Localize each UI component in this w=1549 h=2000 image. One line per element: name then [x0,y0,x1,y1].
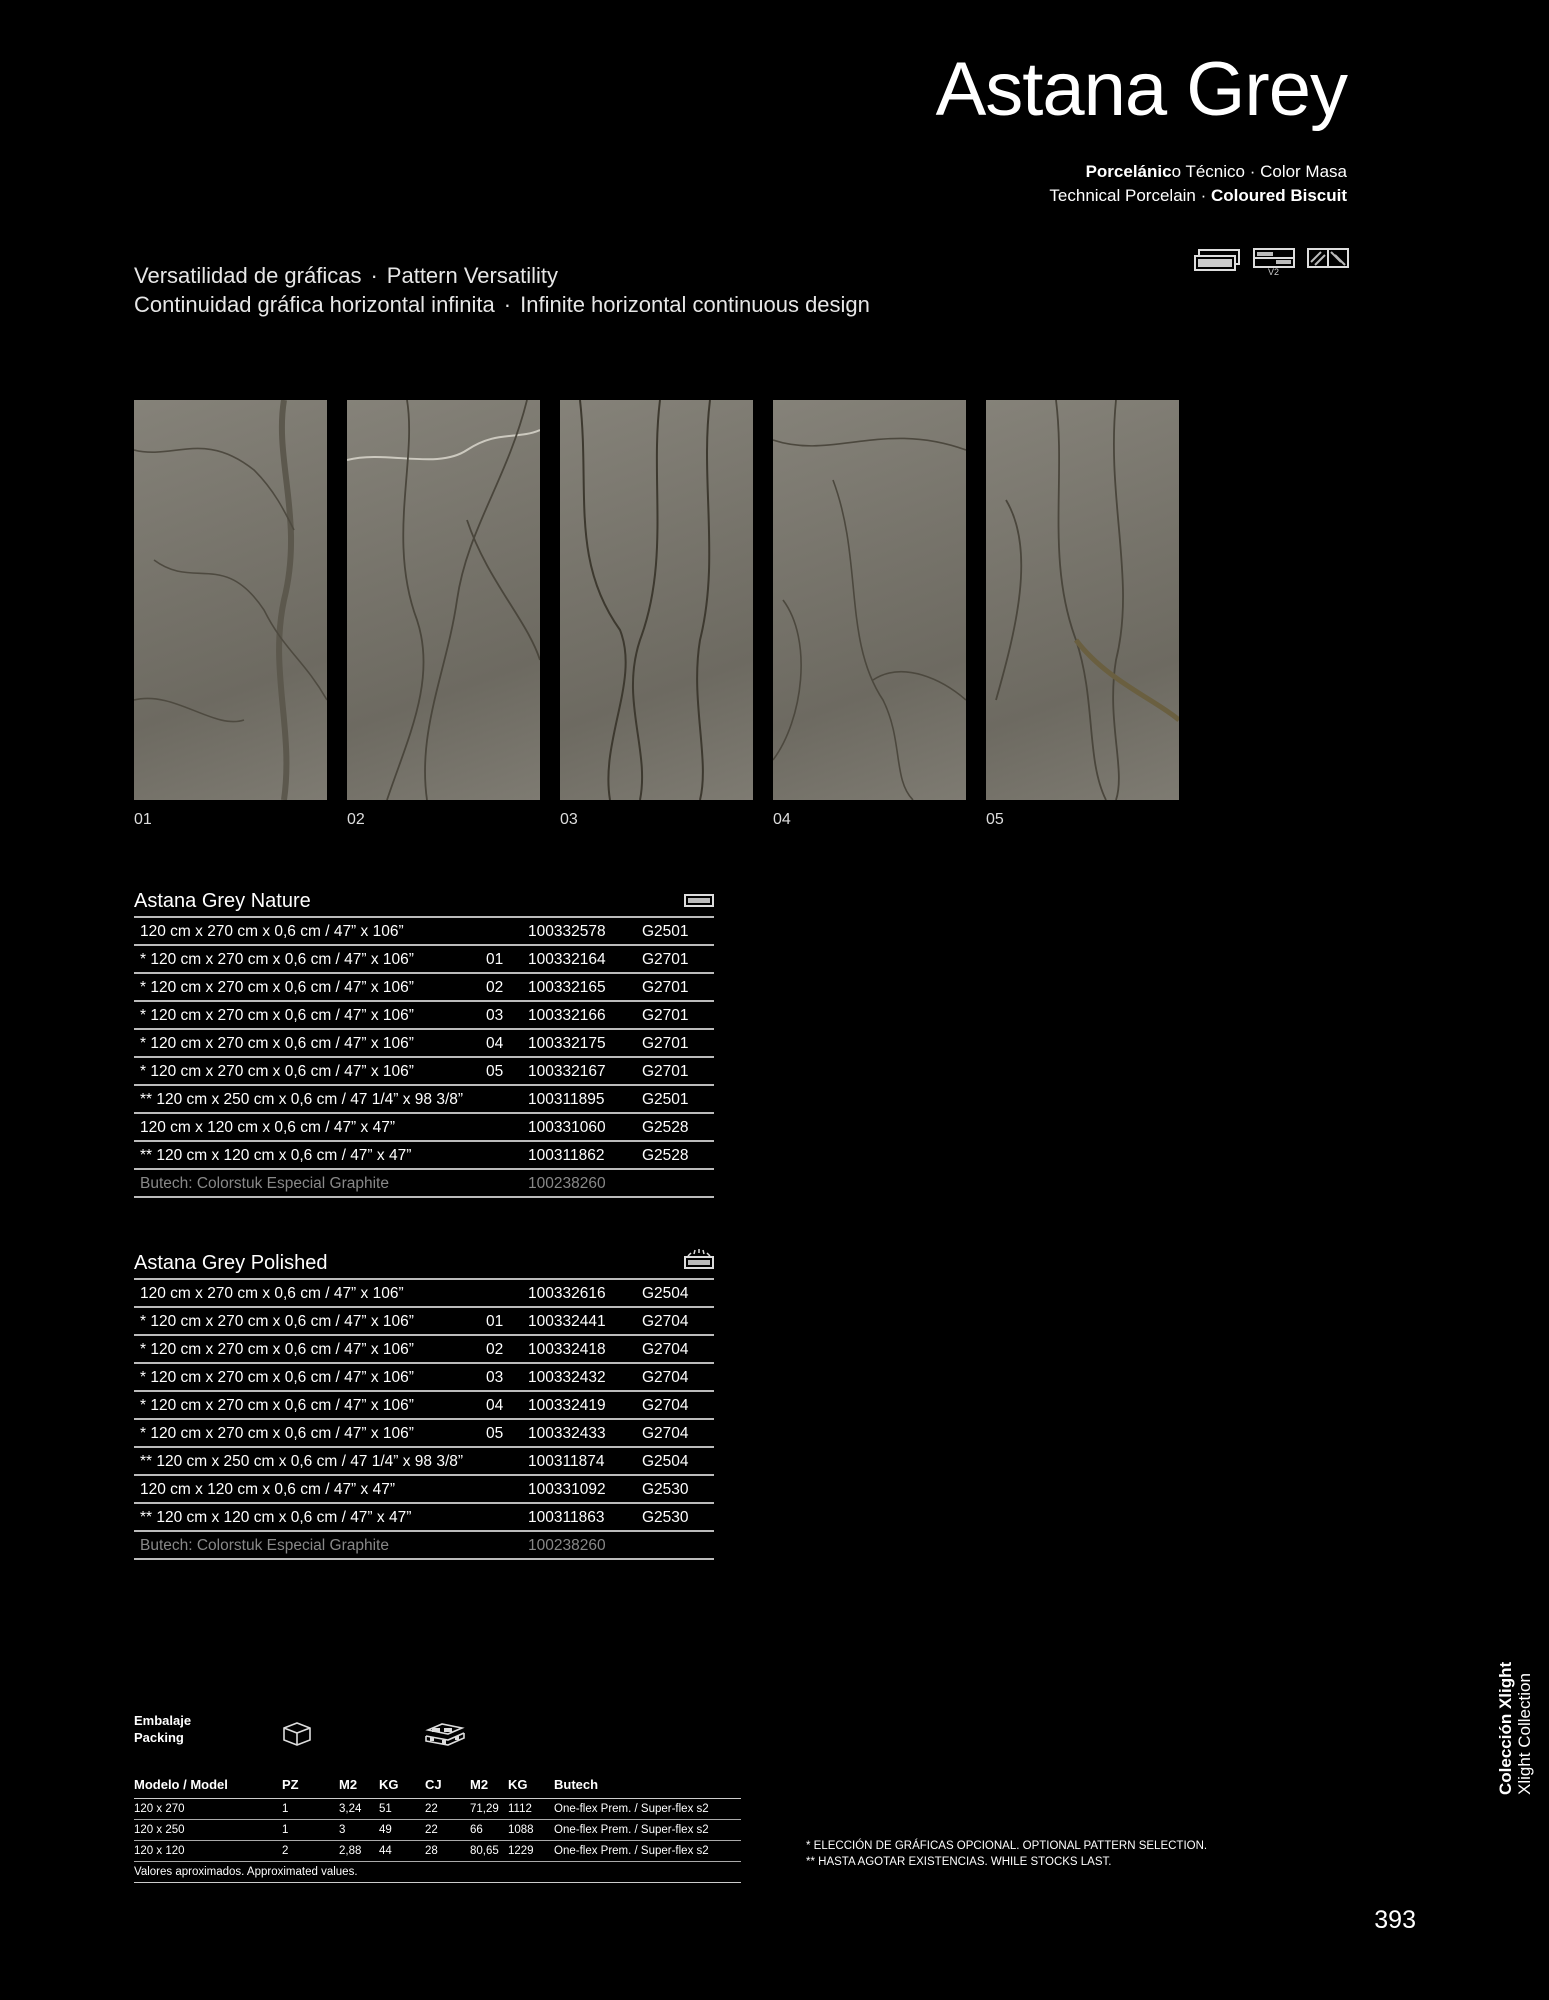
table-row [134,1505,714,1532]
packing-row [134,1841,741,1862]
size-cell: * 120 cm x 270 cm x 0,6 cm / 47” x 106” [140,1397,414,1414]
swatch-02[interactable] [347,400,540,829]
marble-tile-image [347,400,540,800]
ref-cell: G2528 [642,1147,689,1164]
butech-code: 100238260 [528,1537,606,1554]
single-slab-icon [1193,248,1241,272]
table-row [134,1143,714,1170]
code-cell: 100332419 [528,1397,606,1414]
ref-cell: G2501 [642,923,689,940]
swatch-01[interactable] [134,400,327,829]
col-model: Modelo / Model [134,1777,228,1792]
product-title-text: Astana Grey Nature [134,890,311,912]
packing-label [134,1712,191,1746]
col-pallet-kg: KG [508,1777,528,1792]
side-label-es: Colección Xlight [1496,1661,1515,1795]
size-cell: 120 cm x 120 cm x 0,6 cm / 47” x 47” [140,1119,395,1136]
pattern-swatches [134,400,1179,829]
packing-cell: 120 x 250 [134,1824,185,1836]
packing-cell: 1229 [508,1845,534,1857]
packing-cell: 44 [379,1845,392,1857]
packing-row [134,1799,741,1820]
nature-product-table [134,886,714,1198]
heading-separator: · [503,292,512,317]
pattern-cell: 04 [486,1035,504,1052]
swatch-03[interactable] [560,400,753,829]
size-cell: ** 120 cm x 120 cm x 0,6 cm / 47” x 47” [140,1509,412,1526]
pattern-cell [486,1477,528,1502]
code-cell: 100332164 [528,951,606,968]
pattern-cell [486,1143,528,1168]
code-cell: 100311895 [528,1091,605,1108]
table-row [134,1393,714,1420]
heading-line2-en: Infinite horizontal continuous design [520,292,870,317]
footnote-optional-pattern: * ELECCIÓN DE GRÁFICAS OPCIONAL. OPTIONAL PATTERN SELECTION. [806,1840,1208,1852]
size-cell: * 120 cm x 270 cm x 0,6 cm / 47” x 106” [140,1313,414,1330]
table-row [134,1087,714,1114]
marble-tile-image [560,400,753,800]
col-m2: M2 [339,1777,358,1792]
packing-header [134,1710,741,1762]
page-title: Astana Grey [935,47,1347,132]
box-icon [281,1720,313,1746]
packing-cell: 1112 [508,1803,532,1815]
butech-label: Butech: Colorstuk Especial Graphite [140,1537,389,1554]
packing-cell: 3 [339,1824,346,1836]
butech-row [134,1533,714,1560]
table-row [134,1477,714,1504]
pattern-cell: 04 [486,1397,504,1414]
swatch-05[interactable] [986,400,1179,829]
size-cell: 120 cm x 270 cm x 0,6 cm / 47” x 106” [140,1285,404,1302]
size-cell: 120 cm x 270 cm x 0,6 cm / 47” x 106” [140,923,404,940]
pattern-cell [486,1115,528,1140]
side-label-en: Xlight Collection [1515,1673,1534,1795]
page-number: 393 [1374,1906,1416,1934]
ref-cell: G2504 [642,1285,689,1302]
subtitle-line2-bold: Coloured Biscuit [1210,186,1347,205]
heading-line2-es: Continuidad gráfica horizontal infinita [134,292,495,317]
material-subtitle [1049,160,1347,208]
pattern-cell [486,1281,528,1306]
footnote-stock: ** HASTA AGOTAR EXISTENCIAS. WHILE STOCKS LAST. [806,1856,1112,1868]
marble-tile-image [773,400,966,800]
packing-cell: 22 [425,1803,438,1815]
subtitle-line1-bold: Porcelánic [1085,162,1172,181]
packing-cell: One-flex Prem. / Super-flex s2 [554,1845,709,1857]
product-title-text: Astana Grey Polished [134,1252,328,1274]
packing-cell: 22 [425,1824,438,1836]
heading-separator: · [370,263,378,288]
pattern-cell [486,919,528,944]
ref-cell: G2701 [642,979,689,996]
pattern-cell [486,1505,528,1530]
packing-cell: One-flex Prem. / Super-flex s2 [554,1803,709,1815]
swatch-number: 04 [773,811,791,828]
packing-header-row [134,1772,741,1799]
matt-finish-icon [684,892,714,908]
code-cell: 100332578 [528,923,606,940]
code-cell: 100311874 [528,1453,605,1470]
size-cell: ** 120 cm x 250 cm x 0,6 cm / 47 1/4” x 98 3/8” [140,1453,464,1470]
pattern-cell: 03 [486,1369,504,1386]
pattern-cell: 05 [486,1063,504,1080]
table-row [134,1309,714,1336]
packing-label-en: Packing [134,1730,184,1745]
swatch-number: 05 [986,811,1004,828]
ref-cell: G2704 [642,1425,689,1442]
pattern-cell: 02 [486,979,504,996]
book-match-icon [1307,248,1349,268]
ref-cell: G2704 [642,1313,689,1330]
code-cell: 100332418 [528,1341,606,1358]
swatch-number: 01 [134,811,152,828]
pattern-cell [486,1087,528,1112]
packing-cell: 2,88 [339,1845,362,1857]
size-cell: * 120 cm x 270 cm x 0,6 cm / 47” x 106” [140,1425,414,1442]
size-cell: * 120 cm x 270 cm x 0,6 cm / 47” x 106” [140,1063,414,1080]
table-row [134,1281,714,1308]
v2-label: V2 [1268,267,1280,277]
table-row [134,919,714,946]
packing-table [134,1710,741,1883]
code-cell: 100331060 [528,1119,606,1136]
ref-cell: G2701 [642,1063,689,1080]
packing-cell: 1088 [508,1824,534,1836]
pattern-cell: 02 [486,1341,504,1358]
table-row [134,1365,714,1392]
size-cell: * 120 cm x 270 cm x 0,6 cm / 47” x 106” [140,1035,414,1052]
ref-cell: G2530 [642,1509,689,1526]
code-cell: 100332175 [528,1035,606,1052]
packing-label-es: Embalaje [134,1713,192,1728]
col-kg: KG [379,1777,399,1792]
subtitle-line1-rest: o Técnico · Color Masa [1171,162,1347,181]
packing-cell: 49 [379,1824,392,1836]
ref-cell: G2504 [642,1453,689,1470]
packing-cell: One-flex Prem. / Super-flex s2 [554,1824,709,1836]
footnotes [806,1838,1207,1870]
ref-cell: G2528 [642,1119,689,1136]
packing-cell: 1 [282,1824,289,1836]
pattern-cell: 03 [486,1007,504,1024]
table-row [134,947,714,974]
packing-cell: 120 x 120 [134,1845,185,1857]
packing-cell: 1 [282,1803,289,1815]
packing-grid [134,1772,741,1883]
ref-cell: G2704 [642,1397,689,1414]
pattern-cell: 05 [486,1425,504,1442]
col-pallet-m2: M2 [470,1777,489,1792]
heading-line1-en: Pattern Versatility [386,263,558,288]
pattern-cell [486,1449,528,1474]
size-cell: * 120 cm x 270 cm x 0,6 cm / 47” x 106” [140,1369,414,1386]
code-cell: 100332441 [528,1313,606,1330]
ref-cell: G2701 [642,1007,689,1024]
packing-cell: 2 [282,1845,289,1857]
code-cell: 100331092 [528,1481,606,1498]
size-cell: * 120 cm x 270 cm x 0,6 cm / 47” x 106” [140,1341,414,1358]
butech-label: Butech: Colorstuk Especial Graphite [140,1175,389,1192]
packing-cell: 66 [470,1824,483,1836]
size-cell: ** 120 cm x 120 cm x 0,6 cm / 47” x 47” [140,1147,412,1164]
butech-code: 100238260 [528,1175,606,1192]
col-cj: CJ [425,1777,442,1792]
heading-line1-es: Versatilidad de gráficas [134,263,362,288]
code-cell: 100332167 [528,1063,606,1080]
ref-cell: G2704 [642,1369,689,1386]
ref-cell: G2701 [642,1035,689,1052]
polished-product-table [134,1248,714,1560]
marble-tile-image [134,400,327,800]
pattern-cell: 01 [486,951,504,968]
size-cell: * 120 cm x 270 cm x 0,6 cm / 47” x 106” [140,951,414,968]
table-row [134,975,714,1002]
code-cell: 100332165 [528,979,606,996]
v2-layout-group [1253,248,1295,277]
table-row [134,1449,714,1476]
packing-cell: 71,29 [470,1803,499,1815]
marble-tile-image [986,400,1179,800]
size-cell: ** 120 cm x 250 cm x 0,6 cm / 47 1/4” x 98 3/8” [140,1091,464,1108]
subtitle-line2-rest: Technical Porcelain · [1049,186,1211,205]
pallet-icon [422,1720,468,1748]
table-row [134,1337,714,1364]
ref-cell: G2501 [642,1091,689,1108]
polished-finish-icon [684,1248,714,1270]
layout-icons [1193,248,1349,277]
ref-cell: G2701 [642,951,689,968]
table-row [134,1059,714,1086]
packing-row [134,1820,741,1841]
packing-cell: 80,65 [470,1845,499,1857]
collection-side-label [1496,1662,1534,1795]
table-row [134,1031,714,1058]
table-row [134,1421,714,1448]
pattern-heading [134,261,870,319]
size-cell: * 120 cm x 270 cm x 0,6 cm / 47” x 106” [140,979,414,996]
approx-values-note: Valores aproximados. Approximated values. [134,1862,741,1883]
code-cell: 100311863 [528,1509,605,1526]
code-cell: 100332616 [528,1285,606,1302]
packing-cell: 120 x 270 [134,1803,185,1815]
empty-cell [486,1533,528,1558]
code-cell: 100332432 [528,1369,606,1386]
butech-row [134,1171,714,1198]
packing-cell: 51 [379,1803,392,1815]
pattern-cell: 01 [486,1313,504,1330]
product-title [134,886,714,918]
col-butech: Butech [554,1777,599,1792]
horizontal-continuity-icon [1253,248,1295,268]
packing-cell: 3,24 [339,1803,362,1815]
size-cell: 120 cm x 120 cm x 0,6 cm / 47” x 47” [140,1481,395,1498]
size-cell: * 120 cm x 270 cm x 0,6 cm / 47” x 106” [140,1007,414,1024]
swatch-number: 02 [347,811,365,828]
swatch-04[interactable] [773,400,966,829]
packing-cell: 28 [425,1845,438,1857]
product-title [134,1248,714,1280]
code-cell: 100332433 [528,1425,606,1442]
table-row [134,1115,714,1142]
ref-cell: G2704 [642,1341,689,1358]
code-cell: 100332166 [528,1007,606,1024]
table-row [134,1003,714,1030]
ref-cell: G2530 [642,1481,689,1498]
col-pz: PZ [282,1777,299,1792]
swatch-number: 03 [560,811,578,828]
empty-cell [486,1171,528,1196]
code-cell: 100311862 [528,1147,605,1164]
